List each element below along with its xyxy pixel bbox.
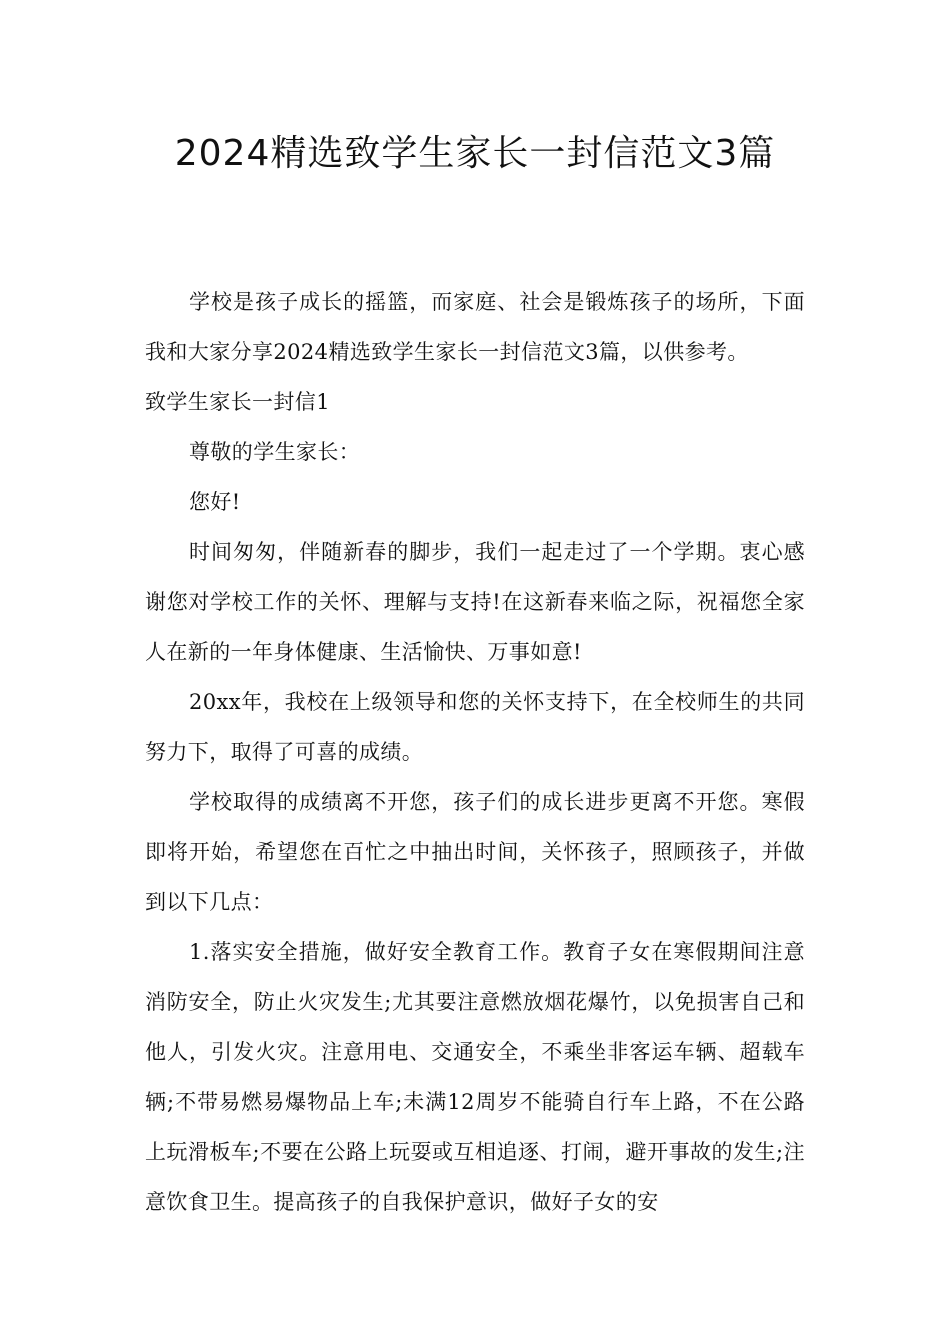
document-body [145,277,805,1227]
letter-heading: 致学生家长一封信1 [145,390,330,414]
salutation: 尊敬的学生家长： [189,440,361,464]
intro-paragraph: 学校是孩子成长的摇篮，而家庭、社会是锻炼孩子的场所，下面我和大家分享2024精选致学生家长一封信范文3篇，以供参考。 [145,290,805,364]
body-paragraph: 学校取得的成绩离不开您，孩子们的成长进步更离不开您。寒假即将开始，希望您在百忙之中抽出时间，关怀孩子，照顾孩子，并做到以下几点： [145,790,805,914]
body-paragraph: 1.落实安全措施，做好安全教育工作。教育子女在寒假期间注意消防安全，防止火灾发生;尤其要注意燃放烟花爆竹，以免损害自己和他人，引发火灾。注意用电、交通安全，不乘坐非客运车辆、超载车辆;不带易燃易爆物品上车;未满12周岁不能骑自行车上路，不在公路上玩滑板车;不要在公路上玩耍或互相追逐、打闹，避开事故的发生;注意饮食卫生。提高孩子的自我保护意识，做好子女的安 [145,940,805,1214]
greeting: 您好! [189,490,241,514]
body-paragraph: 20xx年，我校在上级领导和您的关怀支持下，在全校师生的共同努力下，取得了可喜的成绩。 [145,690,805,764]
body-paragraph: 时间匆匆，伴随新春的脚步，我们一起走过了一个学期。衷心感谢您对学校工作的关怀、理解与支持!在这新春来临之际，祝福您全家人在新的一年身体健康、生活愉快、万事如意! [145,540,805,664]
document-title: 2024精选致学生家长一封信范文3篇 [174,133,776,174]
